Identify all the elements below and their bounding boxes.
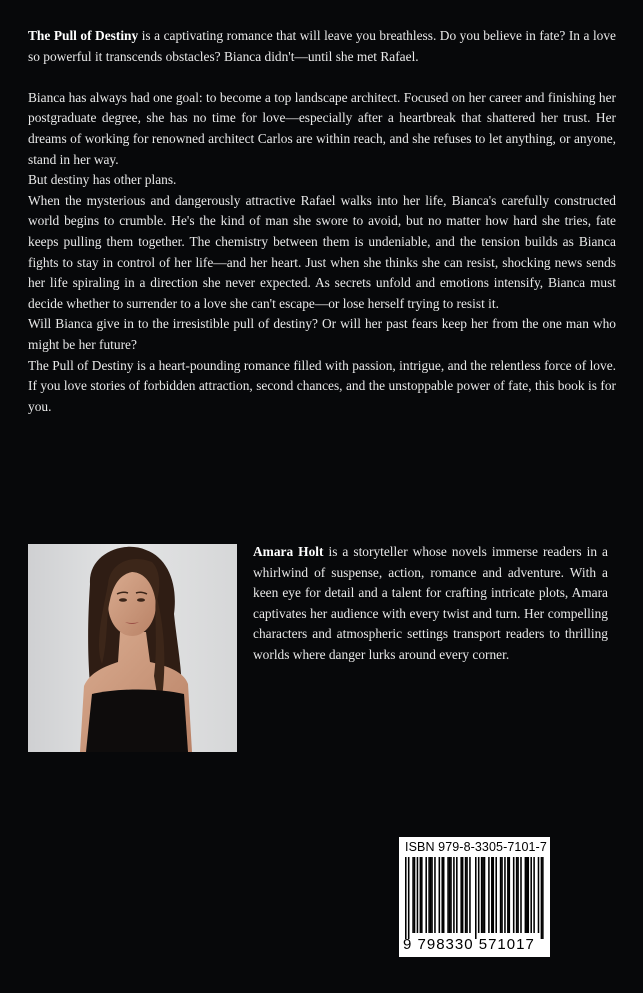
book-title-bold: The Pull of Destiny: [28, 28, 139, 43]
blurb-paragraph-3: But destiny has other plans.: [28, 172, 177, 188]
barcode-bar: [482, 857, 484, 933]
barcode-bar: [528, 857, 530, 933]
barcode-bar: [484, 857, 486, 933]
barcode-bar: [530, 857, 532, 933]
blurb-intro-text: is a captivating romance that will leave you breathless. Do you believe in fate? In a love so powerful it transcends obstacles? Bianca didn't—until she met Rafael.: [28, 28, 617, 64]
author-bio-body: is a storyteller whose novels immerse readers in a whirlwind of suspense, action, romance and adventure. With a keen eye for detail and a talent for crafting intricate plots, Amara captivates her audience with every twist and turn. Her compelling characters and atmospheric settings transport readers to thrilling worlds where danger lurks around every corner.: [253, 544, 608, 662]
barcode-bar: [453, 857, 455, 933]
barcode-bar: [507, 857, 509, 933]
barcode-bar: [425, 857, 427, 933]
back-cover-blurb: [28, 26, 616, 417]
barcode-bar: [481, 857, 483, 933]
blurb-paragraph-2: Bianca has always had one goal: to become a top landscape architect. Focused on her career and finishing her postgraduate degree, she has no time for love—especially after a heartbreak that shattered her trust. Her dreams of working for renowned architect Carlos are within reach, and she refuses to let anything, or anyone, stand in her way.: [28, 89, 616, 167]
blurb-intro: [28, 26, 616, 67]
barcode-bar: [495, 857, 497, 933]
barcode-bar: [538, 857, 540, 933]
barcode-bar: [456, 857, 458, 933]
barcode-bar: [414, 857, 416, 933]
barcode-bar: [469, 857, 471, 933]
isbn-barcode: [399, 837, 550, 957]
barcode-bar: [501, 857, 503, 933]
barcode-bar: [420, 857, 422, 933]
barcode-bar: [488, 857, 490, 933]
barcode-bar: [516, 857, 518, 933]
barcode-bar: [412, 857, 414, 933]
barcode-bar: [408, 857, 410, 939]
barcode-bar: [525, 857, 527, 933]
barcode-bars: [405, 857, 545, 939]
barcode-digits: 9 798330 571017: [403, 936, 535, 953]
barcode-bar: [526, 857, 528, 933]
barcode-bar: [517, 857, 519, 933]
barcode-bar: [509, 857, 511, 933]
barcode-bar: [450, 857, 452, 933]
barcode-bar: [460, 857, 462, 933]
isbn-label: ISBN 979-8-3305-7101-7: [405, 840, 547, 854]
barcode-bar: [520, 857, 522, 933]
barcode-bar: [421, 857, 423, 933]
barcode-bar: [462, 857, 464, 933]
barcode-bar: [439, 857, 441, 933]
barcode-bar: [513, 857, 515, 933]
barcode-bar: [465, 857, 467, 933]
barcode-bar: [493, 857, 495, 933]
barcode-bar: [428, 857, 430, 933]
author-photo: [28, 544, 237, 752]
barcode-bar: [441, 857, 443, 933]
blurb-paragraph-6: The Pull of Destiny is a heart-pounding romance filled with passion, intrigue, and the relentless force of love. If you love stories of forbidden attraction, second chances, and the unstoppable power of fate, this book is for you.: [28, 357, 616, 414]
barcode-bar: [466, 857, 468, 933]
barcode-bar: [478, 857, 480, 933]
barcode-bar: [491, 857, 493, 933]
barcode-bar: [417, 857, 419, 933]
blurb-paragraph-5: Will Bianca give in to the irresistible pull of destiny? Or will her past fears keep her from the one man who might be her future?: [28, 316, 616, 352]
barcode-bar: [542, 857, 544, 939]
author-bio: [253, 542, 608, 666]
author-bio-text: [253, 542, 608, 666]
barcode-bar: [447, 857, 449, 933]
barcode-bar: [430, 857, 432, 933]
barcode-bar: [434, 857, 436, 933]
barcode-bar: [431, 857, 433, 933]
barcode-bar: [504, 857, 506, 933]
barcode-bar: [475, 857, 477, 939]
barcode-bar: [541, 857, 543, 939]
blurb-paragraph-4: When the mysterious and dangerously attractive Rafael walks into her life, Bianca's carefully constructed world begins to crumble. He's the kind of man she swore to avoid, but no matter how hard she tries, fate keeps pulling them together. The chemistry between them is undeniable, and the tension builds as Bianca fights to stay in control of her life—and her heart. Just when she thinks she can resist, shocking news sends her life spiraling in a direction she never expected. As secrets unfold and emotions intensify, Bianca must decide whether to surrender to a love she can't escape—or lose herself trying to resist it.: [28, 192, 616, 311]
barcode-bar: [533, 857, 535, 933]
barcode-bar: [405, 857, 407, 939]
barcode-bar: [449, 857, 451, 933]
author-name: Amara Holt: [253, 544, 324, 559]
barcode-bar: [443, 857, 445, 933]
barcode-bar: [500, 857, 502, 933]
